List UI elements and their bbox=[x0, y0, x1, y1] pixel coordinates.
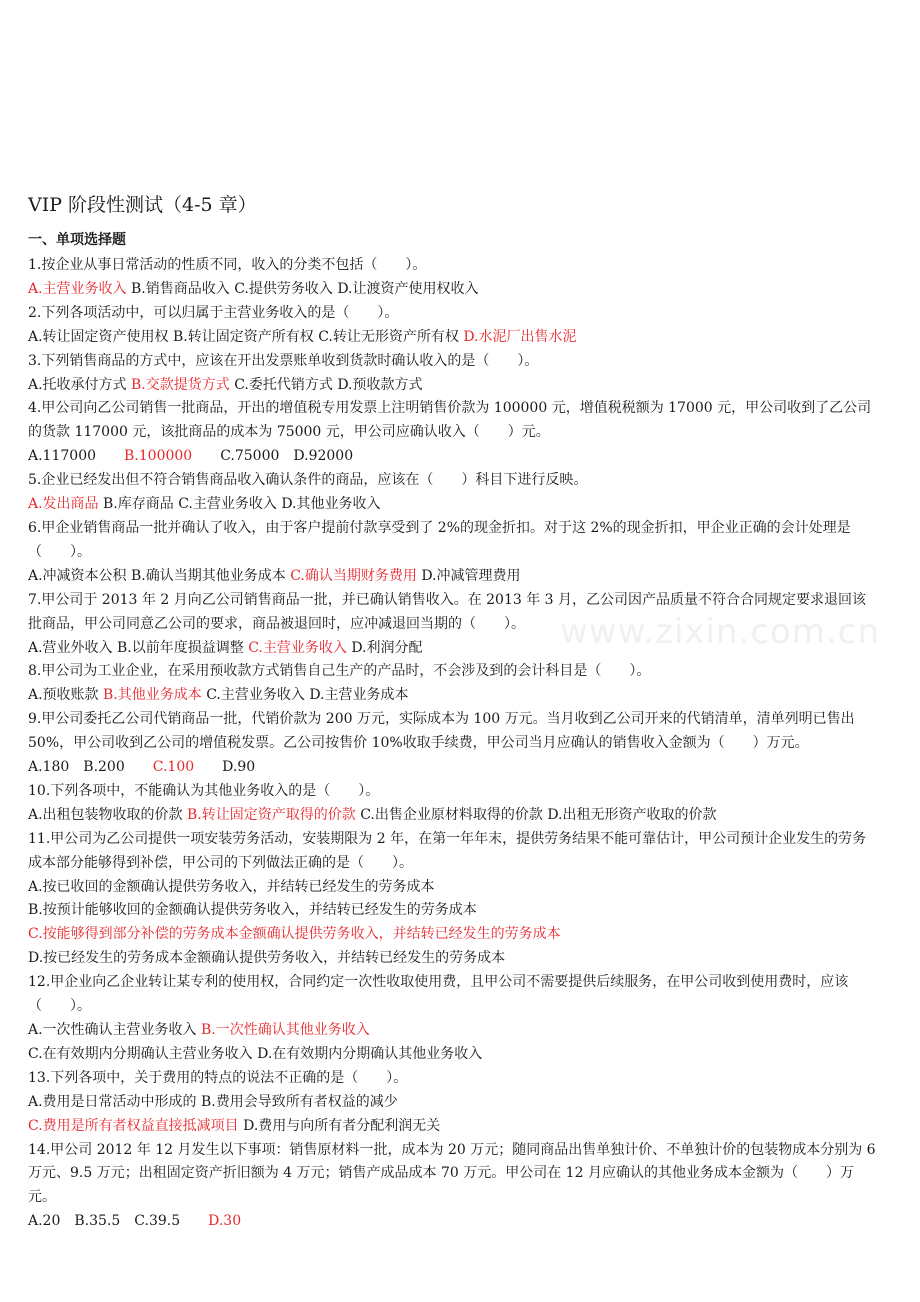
text-segment: 8.甲公司为工业企业，在采用预收款方式销售自己生产的产品时，不会涉及到的会计科目是（ ）。 bbox=[28, 663, 651, 680]
text-segment: B.销售商品收入 C.提供劳务收入 D.让渡资产使用权收入 bbox=[126, 280, 479, 297]
text-segment: C.委托代销方式 D.预收款方式 bbox=[229, 376, 423, 393]
correct-answer: C.按能够得到部分补偿的劳务成本金额确认提供劳务收入，并结转已经发生的劳务成本 bbox=[28, 926, 561, 943]
text-segment: B.库存商品 C.主营业务收入 D.其他业务收入 bbox=[98, 496, 381, 513]
text-line bbox=[28, 1115, 880, 1139]
text-line bbox=[28, 828, 880, 876]
text-line bbox=[28, 1091, 880, 1115]
text-line bbox=[28, 254, 880, 278]
text-line bbox=[28, 1139, 880, 1211]
text-segment: 2.下列各项活动中，可以归属于主营业务收入的是（ ）。 bbox=[28, 304, 399, 321]
text-line bbox=[28, 397, 880, 445]
text-line bbox=[28, 1210, 880, 1234]
text-segment: A.180 B.200 bbox=[28, 759, 153, 776]
text-line bbox=[28, 469, 880, 493]
text-segment: A.117000 bbox=[28, 448, 125, 465]
text-segment: 3.下列销售商品的方式中，应该在开出发票账单收到货款时确认收入的是（ ）。 bbox=[28, 352, 539, 369]
text-line bbox=[28, 804, 880, 828]
text-line bbox=[28, 1067, 880, 1091]
text-segment: A.预收账款 bbox=[28, 687, 104, 704]
text-line bbox=[28, 876, 880, 900]
text-segment: 4.甲公司向乙公司销售一批商品，开出的增值税专用发票上注明销售价款为 100000 元，增值税税额为 17000 元，甲公司收到了乙公司的货款 117000 元，该批商品的成本为 75000 元，甲公司应确认收入（ ）元。 bbox=[28, 400, 872, 441]
text-line bbox=[28, 684, 880, 708]
watermark: www.zixin.com.cn bbox=[560, 612, 880, 652]
document-page bbox=[28, 190, 880, 1234]
text-segment: 7.甲公司于 2013 年 2 月向乙公司销售商品一批，并已确认销售收入。在 2013 年 3 月，乙公司因产品质量不符合合同规定要求退回该批商品，甲公司同意乙公司的要求，商品被退回时，应冲减退回当期的（ ）。 bbox=[28, 591, 867, 632]
text-line bbox=[28, 899, 880, 923]
correct-answer: C.主营业务收入 bbox=[248, 639, 347, 656]
text-segment: D.利润分配 bbox=[346, 639, 423, 656]
text-segment: A.营业外收入 B.以前年度损益调整 bbox=[28, 639, 249, 656]
text-segment: C.主营业务收入 D.主营业务成本 bbox=[201, 687, 409, 704]
text-line bbox=[28, 565, 880, 589]
text-segment: A.出租包装物收取的价款 bbox=[28, 806, 188, 823]
text-line bbox=[28, 445, 880, 469]
page-title: VIP 阶段性测试（4-5 章） bbox=[28, 194, 257, 216]
text-segment: 5.企业已经发出但不符合销售商品收入确认条件的商品，应该在（ ）科目下进行反映。 bbox=[28, 472, 588, 489]
text-segment: D.冲减管理费用 bbox=[416, 567, 521, 584]
text-segment: A.转让固定资产使用权 B.转让固定资产所有权 C.转让无形资产所有权 bbox=[28, 328, 464, 345]
text-line bbox=[28, 278, 880, 302]
correct-answer: B.其他业务成本 bbox=[103, 687, 202, 704]
correct-answer: A.主营业务收入 bbox=[28, 280, 127, 297]
text-segment: A.托收承付方式 bbox=[28, 376, 132, 393]
correct-answer: C.100 bbox=[152, 759, 195, 776]
text-segment: A.按已收回的金额确认提供劳务收入，并结转已经发生的劳务成本 bbox=[28, 878, 435, 895]
text-segment: 14.甲公司 2012 年 12 月发生以下事项：销售原材料一批，成本为 20 万元；随同商品出售单独计价、不单独计价的包装物成本分别为 6 万元、9.5 万元；出租固定资产折旧额为 4 万元；销售产成品成本 70 万元。甲公司在 12 月应确认的其他业务成本金额为（ ）万元。 bbox=[28, 1141, 876, 1206]
text-segment: D.费用与向所有者分配利润无关 bbox=[238, 1117, 441, 1134]
correct-answer: B.交款提货方式 bbox=[131, 376, 230, 393]
text-segment: 9.甲公司委托乙公司代销商品一批，代销价款为 200 万元，实际成本为 100 万元。当月收到乙公司开来的代销清单，清单列明已售出 50%，甲公司收到乙公司的增值税发票。乙公司按售价 10%收取手续费，甲公司当月应确认的销售收入金额为（ ）万元。 bbox=[28, 711, 855, 752]
text-line bbox=[28, 971, 880, 1019]
text-segment: A.费用是日常活动中形成的 B.费用会导致所有者权益的减少 bbox=[28, 1093, 398, 1110]
text-line bbox=[28, 374, 880, 398]
text-line bbox=[28, 517, 880, 565]
correct-answer: A.发出商品 bbox=[28, 496, 99, 513]
correct-answer: C.确认当期财务费用 bbox=[290, 567, 417, 584]
text-line bbox=[28, 637, 880, 661]
text-segment: 13.下列各项中，关于费用的特点的说法不正确的是（ ）。 bbox=[28, 1069, 408, 1086]
text-line bbox=[28, 1019, 880, 1043]
text-segment: 6.甲企业销售商品一批并确认了收入，由于客户提前付款享受到了 2%的现金折扣。对于这 2%的现金折扣，甲企业正确的会计处理是（ ）。 bbox=[28, 519, 851, 560]
text-segment: A.冲减资本公积 B.确认当期其他业务成本 bbox=[28, 567, 291, 584]
text-segment: 10.下列各项中，不能确认为其他业务收入的是（ ）。 bbox=[28, 782, 380, 799]
text-line bbox=[28, 923, 880, 947]
text-line bbox=[28, 326, 880, 350]
text-segment: A.一次性确认主营业务收入 bbox=[28, 1022, 202, 1038]
correct-answer: D.30 bbox=[208, 1213, 242, 1230]
text-line bbox=[28, 493, 880, 517]
text-line bbox=[28, 708, 880, 756]
text-segment: C.75000 D.92000 bbox=[192, 448, 354, 465]
text-line bbox=[28, 1043, 880, 1067]
text-segment: B.按预计能够收回的金额确认提供劳务收入，并结转已经发生的劳务成本 bbox=[28, 902, 477, 919]
text-line bbox=[28, 302, 880, 326]
text-line bbox=[28, 589, 880, 637]
question-list bbox=[28, 254, 880, 1234]
text-segment: A.20 B.35.5 C.39.5 bbox=[28, 1213, 209, 1230]
correct-answer: B.100000 bbox=[124, 448, 193, 465]
text-line bbox=[28, 660, 880, 684]
text-segment: C.在有效期内分期确认主营业务收入 D.在有效期内分期确认其他业务收入 bbox=[28, 1045, 483, 1062]
text-segment: D.按已经发生的劳务成本金额确认提供劳务收入，并结转已经发生的劳务成本 bbox=[28, 950, 506, 967]
text-segment: D.90 bbox=[194, 759, 256, 776]
section-heading: 一、单项选择题 bbox=[28, 232, 126, 248]
text-line bbox=[28, 947, 880, 971]
correct-answer: C.费用是所有者权益直接抵减项目 bbox=[28, 1117, 239, 1134]
text-segment: 12.甲企业向乙企业转让某专利的使用权，合同约定一次性收取使用费，且甲公司不需要提供后续服务，在甲公司收到使用费时，应该（ ）。 bbox=[28, 974, 849, 1015]
text-line bbox=[28, 780, 880, 804]
correct-answer: D.水泥厂出售水泥 bbox=[463, 328, 577, 345]
text-segment: 11.甲公司为乙公司提供一项安装劳务活动，安装期限为 2 年，在第一年年末，提供劳务结果不能可靠估计，甲公司预计企业发生的劳务成本部分能够得到补偿，甲公司的下列做法正确的是（ ）。 bbox=[28, 830, 867, 871]
correct-answer: B.转让固定资产取得的价款 bbox=[187, 806, 356, 823]
text-line bbox=[28, 756, 880, 780]
text-line bbox=[28, 350, 880, 374]
text-segment: C.出售企业原材料取得的价款 D.出租无形资产收取的价款 bbox=[355, 806, 717, 823]
correct-answer: B.一次性确认其他业务收入 bbox=[201, 1022, 370, 1038]
text-segment: 1.按企业从事日常活动的性质不同，收入的分类不包括（ ）。 bbox=[28, 257, 427, 273]
